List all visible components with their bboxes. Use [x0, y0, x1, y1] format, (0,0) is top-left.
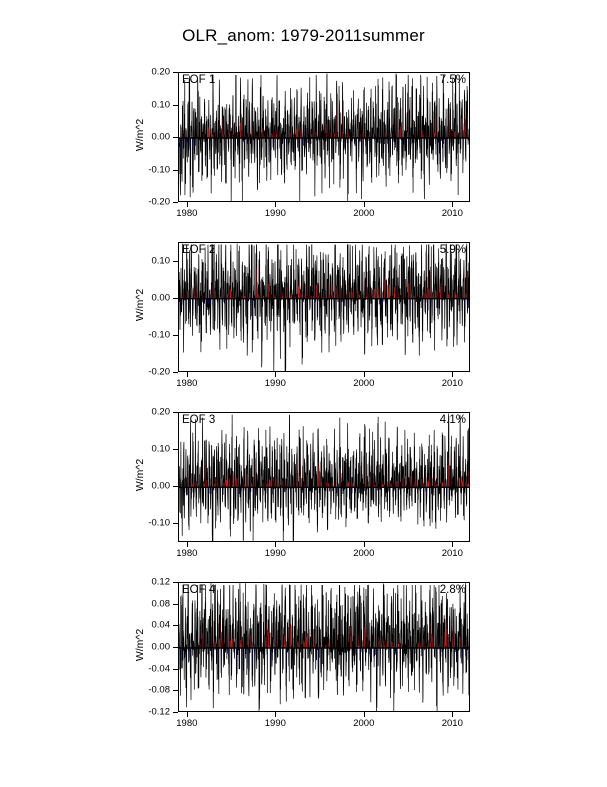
- x-tick-mark: [187, 372, 188, 377]
- x-tick-mark: [187, 542, 188, 547]
- y-tick-mark: [173, 523, 178, 524]
- panel-label: EOF 1: [182, 74, 216, 86]
- panel-variance-pct: 5.9%: [439, 244, 466, 256]
- eof-panel-3: [134, 406, 470, 559]
- series-plot: [179, 73, 470, 202]
- y-tick-mark: [173, 412, 178, 413]
- y-axis-label: W/m^2: [134, 458, 146, 492]
- y-tick-label: 0.10: [151, 255, 170, 267]
- y-tick-label: 0.12: [151, 576, 170, 588]
- y-tick-mark: [173, 137, 178, 138]
- y-tick-label: -0.04: [148, 663, 170, 675]
- y-tick-mark: [173, 647, 178, 648]
- y-tick-mark: [173, 372, 178, 373]
- x-tick-label: 2000: [353, 718, 375, 729]
- x-tick-mark: [275, 542, 276, 547]
- series-plot: [179, 413, 470, 542]
- y-tick-label: 0.10: [151, 443, 170, 455]
- x-tick-mark: [275, 712, 276, 717]
- panel-variance-pct: 7.5%: [439, 74, 466, 86]
- y-tick-label: -0.10: [148, 329, 170, 341]
- y-axis-label: W/m^2: [134, 628, 146, 662]
- x-tick-mark: [364, 712, 365, 717]
- x-tick-label: 2010: [441, 718, 463, 729]
- signal-outline: [179, 244, 470, 371]
- y-tick-mark: [173, 261, 178, 262]
- plot-frame: [178, 242, 470, 372]
- x-tick-label: 2000: [353, 378, 375, 389]
- y-tick-mark: [173, 105, 178, 106]
- y-tick-mark: [173, 298, 178, 299]
- y-tick-mark: [173, 202, 178, 203]
- series-plot: [179, 583, 470, 712]
- panel-variance-pct: 4.1%: [439, 414, 466, 426]
- x-tick-mark: [452, 712, 453, 717]
- eof-panel-4: [134, 576, 470, 729]
- signal-outline: [179, 413, 470, 542]
- x-tick-mark: [364, 372, 365, 377]
- y-tick-mark: [173, 669, 178, 670]
- y-tick-label: 0.08: [151, 598, 170, 610]
- y-tick-label: 0.10: [151, 99, 170, 110]
- x-tick-label: 1990: [264, 208, 286, 219]
- y-axis-label: W/m^2: [134, 288, 146, 322]
- figure-title: OLR_anom: 1979-2011summer: [182, 26, 425, 45]
- y-tick-label: 0.00: [151, 641, 170, 653]
- panel-label: EOF 2: [182, 244, 216, 256]
- plot-frame: [178, 72, 470, 202]
- x-tick-label: 1990: [264, 718, 286, 729]
- plot-frame: [178, 412, 470, 542]
- y-tick-mark: [173, 335, 178, 336]
- x-tick-label: 1980: [176, 208, 198, 219]
- y-tick-mark: [173, 449, 178, 450]
- eof-panel-1: [134, 66, 470, 219]
- y-tick-label: 0.00: [151, 131, 170, 143]
- y-tick-label: -0.20: [148, 196, 170, 208]
- y-tick-mark: [173, 712, 178, 713]
- panel-label: EOF 3: [182, 414, 216, 426]
- x-tick-mark: [364, 542, 365, 547]
- y-tick-mark: [173, 582, 178, 583]
- x-tick-label: 1980: [176, 718, 198, 729]
- y-tick-mark: [173, 604, 178, 605]
- y-tick-label: 0.00: [151, 292, 170, 304]
- x-tick-label: 2010: [441, 378, 463, 389]
- x-tick-mark: [187, 202, 188, 207]
- y-tick-label: 0.00: [151, 480, 170, 492]
- x-tick-mark: [187, 712, 188, 717]
- y-tick-label: 0.20: [151, 406, 170, 418]
- x-tick-mark: [452, 202, 453, 207]
- y-tick-mark: [173, 486, 178, 487]
- y-axis-label: W/m^2: [134, 118, 146, 152]
- plot-frame: [178, 582, 470, 712]
- y-tick-label: 0.04: [151, 619, 170, 631]
- x-tick-mark: [275, 372, 276, 377]
- x-tick-label: 1990: [264, 378, 286, 389]
- x-tick-mark: [275, 202, 276, 207]
- panel-label: EOF 4: [182, 584, 216, 596]
- x-tick-mark: [364, 202, 365, 207]
- y-tick-label: -0.12: [148, 706, 170, 718]
- x-tick-label: 2000: [353, 548, 375, 559]
- x-tick-label: 2010: [441, 208, 463, 219]
- y-tick-mark: [173, 625, 178, 626]
- series-plot: [179, 243, 470, 372]
- y-tick-label: -0.20: [148, 366, 170, 378]
- y-tick-label: -0.10: [148, 517, 170, 529]
- y-tick-mark: [173, 72, 178, 73]
- y-tick-label: 0.20: [151, 66, 170, 78]
- x-tick-label: 1980: [176, 378, 198, 389]
- y-tick-mark: [173, 690, 178, 691]
- y-tick-label: -0.10: [148, 164, 170, 175]
- y-tick-label: -0.08: [148, 684, 170, 696]
- x-tick-label: 2000: [353, 208, 375, 219]
- x-tick-mark: [452, 542, 453, 547]
- y-tick-mark: [173, 170, 178, 171]
- eof-panel-2: [134, 242, 470, 389]
- x-tick-label: 2010: [441, 548, 463, 559]
- x-tick-mark: [452, 372, 453, 377]
- x-tick-label: 1980: [176, 548, 198, 559]
- panel-variance-pct: 2.8%: [439, 584, 466, 596]
- x-tick-label: 1990: [264, 548, 286, 559]
